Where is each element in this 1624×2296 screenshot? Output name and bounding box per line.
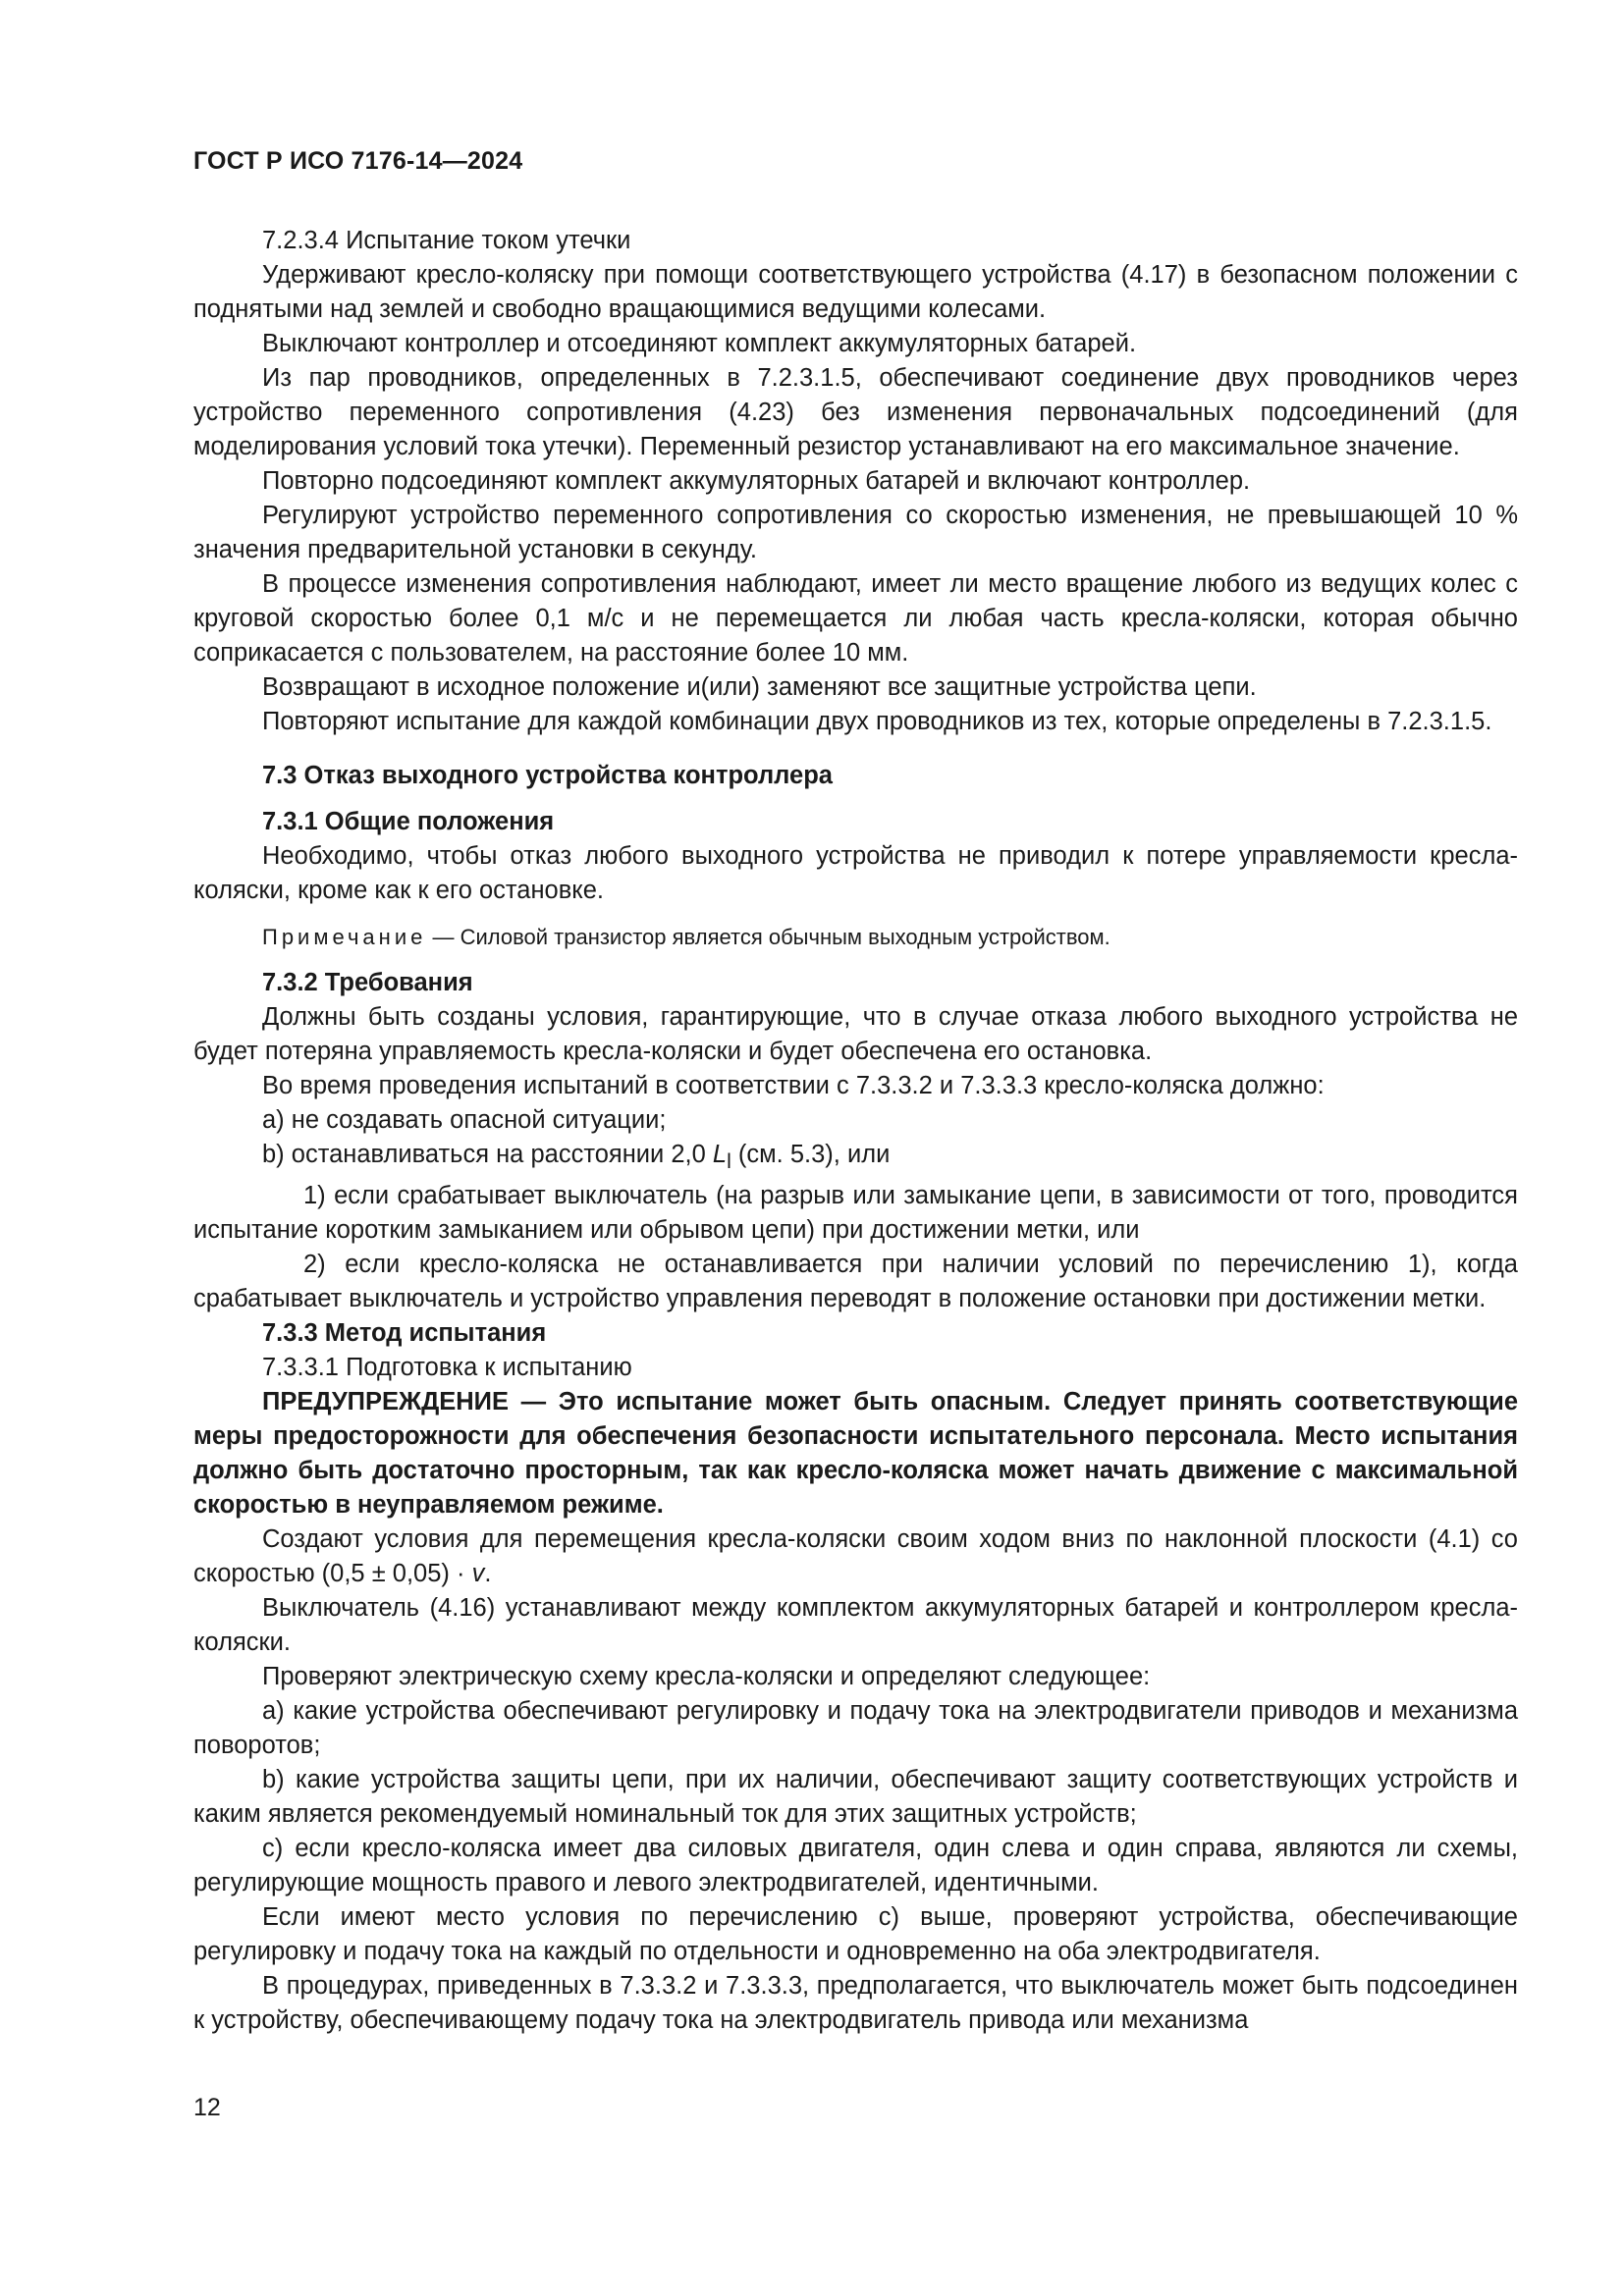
list-item-a: a) не создавать опасной ситуации; [262, 1106, 667, 1134]
note-label: Примечание [262, 925, 427, 949]
note [193, 920, 1518, 954]
paragraph: В процессе изменения сопротивления наблюдают, имеет ли место вращение любого из ведущих колес с круговой скоростью более 0,1 м/с и не перемещается ли любая часть кресла-коляски, которая обычно соприкасается с пользователем, на расстояние более 10 мм. [193, 570, 1518, 667]
paragraph: В процедурах, приведенных в 7.3.3.2 и 7.3.3.3, предполагается, что выключатель может быть подсоединен к устройству, обеспечивающему подачу тока на электродвигатель привода или механизма [193, 1972, 1518, 2035]
list-item-a: а) какие устройства обеспечивают регулировку и подачу тока на электродвигатели приводов и механизма поворотов; [193, 1697, 1518, 1760]
speed-symbol: v [471, 1560, 485, 1588]
paragraph-text: Создают условия для перемещения кресла-коляски своим ходом вниз по наклонной плоскости (4.1) со скоростью (0,5 ± 0,05) · [193, 1525, 1518, 1588]
length-symbol: L [712, 1141, 728, 1168]
paragraph: Выключают контроллер и отсоединяют комплект аккумуляторных батарей. [262, 330, 1137, 357]
warning-paragraph: ПРЕДУПРЕЖДЕНИЕ — Это испытание может быть опасным. Следует принять соответствующие меры предосторожности для обеспечения безопасности испытательного персонала. Место испытания должно быть достаточно просторным, так как кресло-коляска может начать движение с максимальной скоростью в неуправляемом режиме. [193, 1388, 1518, 1520]
document-body [193, 224, 1518, 2038]
paragraph: Необходимо, чтобы отказ любого выходного устройства не приводил к потере управляемости кресла-коляски, кроме как к его остановке. [193, 842, 1518, 904]
paragraph: Должны быть созданы условия, гарантирующие, что в случае отказа любого выходного устройства не будет потеряна управляемость кресла-коляски и будет обеспечена его остановка. [193, 1003, 1518, 1065]
list-item-b-text-end: (см. 5.3), или [731, 1141, 891, 1168]
section-heading-7-3-1: 7.3.1 Общие положения [262, 808, 555, 835]
paragraph: Проверяют электрическую схему кресла-коляски и определяют следующее: [262, 1663, 1151, 1691]
list-item-1: 1) если срабатывает выключатель (на разрыв или замыкание цепи, в зависимости от того, проводится испытание коротким замыканием или обрывом цепи) при достижении метки, или [193, 1182, 1518, 1245]
list-item-b [193, 1138, 1518, 1179]
paragraph [193, 1522, 1518, 1591]
subsection-title-7-2-3-4: 7.2.3.4 Испытание током утечки [262, 227, 631, 254]
section-heading-7-3-3: 7.3.3 Метод испытания [262, 1319, 547, 1348]
subsection-title-7-3-3-1: 7.3.3.1 Подготовка к испытанию [262, 1354, 632, 1382]
list-item-b: b) какие устройства защиты цепи, при их наличии, обеспечивают защиту соответствующих устройств и каким является рекомендуемый номинальный ток для этих защитных устройств; [193, 1766, 1518, 1829]
note-text: Силовой транзистор является обычным выходным устройством. [460, 925, 1110, 949]
paragraph: Возвращают в исходное положение и(или) заменяют все защитные устройства цепи. [262, 673, 1257, 701]
section-heading-7-3-2: 7.3.2 Требования [262, 969, 473, 996]
page-number: 12 [193, 2094, 221, 2121]
paragraph: Если имеют место условия по перечислению c) выше, проверяют устройства, обеспечивающие регулировку и подачу тока на каждый по отдельности и одновременно на оба электродвигателя. [193, 1903, 1518, 1966]
list-item-b-text: b) останавливаться на расстоянии 2,0 [262, 1141, 713, 1168]
paragraph: Во время проведения испытаний в соответствии с 7.3.3.2 и 7.3.3.3 кресло-коляска должно: [262, 1072, 1325, 1099]
document-header: ГОСТ Р ИСО 7176-14—2024 [193, 147, 523, 175]
list-item-2: 2) если кресло-коляска не останавливается при наличии условий по перечислению 1), когда срабатывает выключатель и устройство управления переводят в положение остановки при достижении метки. [193, 1251, 1518, 1313]
list-item-c: c) если кресло-коляска имеет два силовых двигателя, один слева и один справа, являются ли схемы, регулирующие мощность правого и левого электродвигателей, идентичными. [193, 1835, 1518, 1897]
paragraph: Из пар проводников, определенных в 7.2.3.1.5, обеспечивают соединение двух проводников через устройство переменного сопротивления (4.23) без изменения первоначальных подсоединений (для моделирования условий тока утечки). Переменный резистор устанавливают на его максимальное значение. [193, 364, 1518, 460]
length-subscript: l [727, 1149, 731, 1174]
paragraph: Повторно подсоединяют комплект аккумуляторных батарей и включают контроллер. [262, 467, 1251, 495]
note-dash: — [426, 925, 460, 949]
paragraph-text-end: . [484, 1560, 492, 1588]
paragraph: Удерживают кресло-коляску при помощи соответствующего устройства (4.17) в безопасном положении с поднятыми над землей и свободно вращающимися ведущими колесами. [193, 261, 1518, 323]
section-heading-7-3: 7.3 Отказ выходного устройства контроллера [262, 762, 833, 789]
paragraph: Повторяют испытание для каждой комбинации двух проводников из тех, которые определены в 7.2.3.1.5. [262, 708, 1492, 735]
paragraph: Выключатель (4.16) устанавливают между комплектом аккумуляторных батарей и контроллером кресла-коляски. [193, 1594, 1518, 1657]
paragraph: Регулируют устройство переменного сопротивления со скоростью изменения, не превышающей 10 % значения предварительной установки в секунду. [193, 502, 1518, 563]
